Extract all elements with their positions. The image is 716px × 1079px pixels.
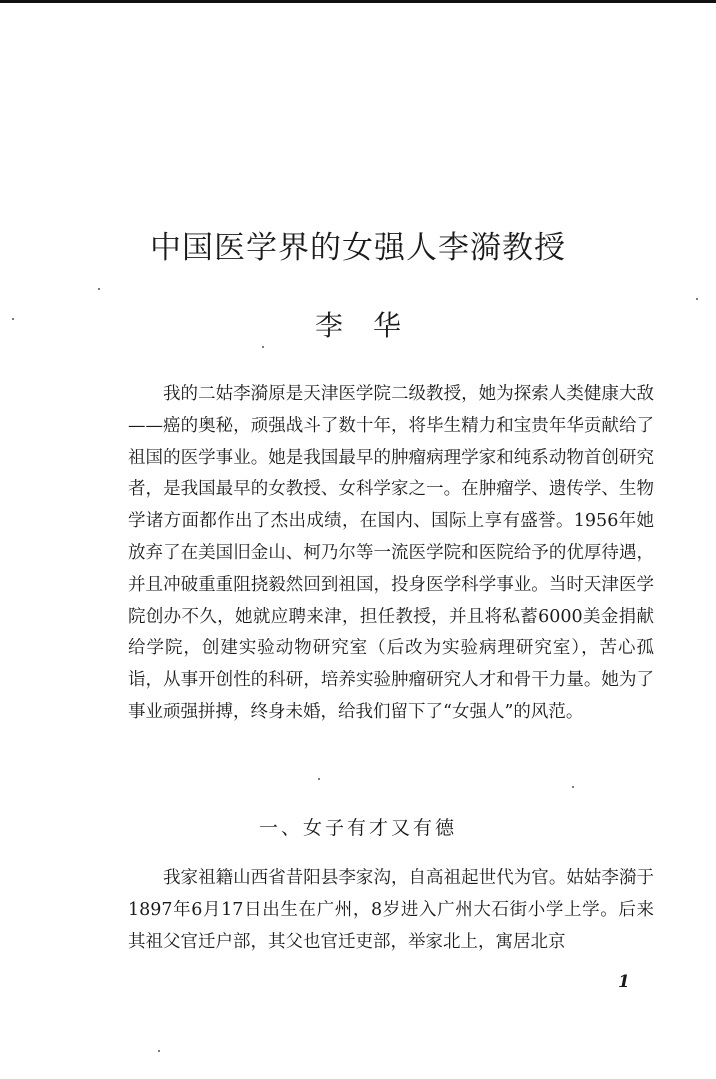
page-top-rule xyxy=(0,0,716,3)
article-title: 中国医学界的女强人李漪教授 xyxy=(150,230,566,266)
article-author: 李华 xyxy=(314,309,431,342)
scan-speck xyxy=(98,288,100,290)
page-number: 1 xyxy=(618,972,630,992)
scan-speck xyxy=(318,778,320,780)
scan-speck xyxy=(158,1050,160,1052)
intro-paragraph: 我的二姑李漪原是天津医学院二级教授，她为探索人类健康大敌——癌的奥秘，顽强战斗了数十年，将毕生精力和宝贵年华贡献给了祖国的医学事业。她是我国最早的肿瘤病理学家和纯系动物首创研究者，是我国最早的女教授、女科学家之一。在肿瘤学、遗传学、生物学诸方面都作出了杰出成绩，在国内、国际上享有盛誉。1956年她放弃了在美国旧金山、柯乃尔等一流医学院和医院给予的优厚待遇，并且冲破重重阻挠毅然回到祖国，投身医学科学事业。当时天津医学院创办不久，她就应聘来津，担任教授，并且将私蓄6000美金捐献给学院，创建实验动物研究室（后改为实验病理研究室），苦心孤诣，从事开创性的科研，培养实验肿瘤研究人才和骨干力量。她为了事业顽强拼搏，终身未婚，给我们留下了“女强人”的风范。 xyxy=(128,384,654,722)
section-heading: 一、女子有才又有德 xyxy=(258,817,457,839)
section-paragraph: 我家祖籍山西省昔阳县李家沟，自高祖起世代为官。姑姑李漪于1897年6月17日出生在广州，8岁进入广州大石街小学上学。后来其祖父官迁户部，其父也官迁吏部，举家北上，寓居北京 xyxy=(128,868,654,952)
scan-speck xyxy=(12,318,14,320)
scan-speck xyxy=(572,786,574,788)
scan-speck xyxy=(262,346,264,348)
scan-speck xyxy=(696,298,698,300)
